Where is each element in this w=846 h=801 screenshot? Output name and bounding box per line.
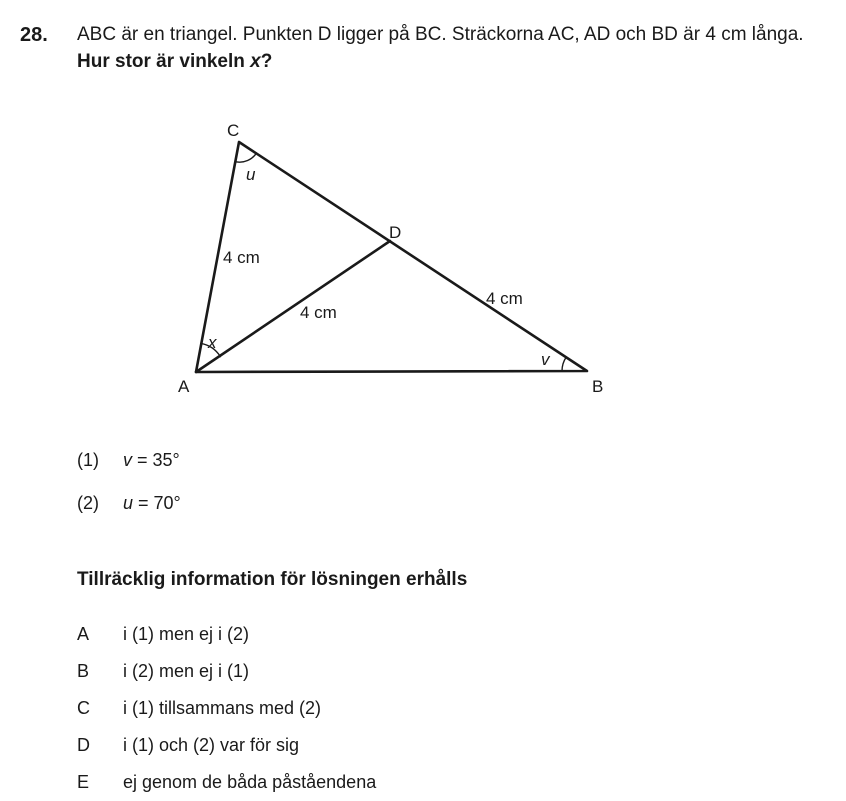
angle-label-v: v	[541, 350, 550, 369]
option-letter: E	[77, 772, 90, 792]
angle-arc-u	[236, 153, 257, 162]
question-text: ABC är en triangel. Punkten D ligger på BC. Sträckorna AC, AD och BD är 4 cm långa.	[77, 24, 804, 45]
angle-arc-v	[562, 357, 566, 371]
vertex-label-b: B	[592, 377, 604, 396]
option-text: i (1) men ej i (2)	[123, 624, 250, 644]
question-number: 28.	[20, 24, 48, 46]
statement-number: (2)	[77, 493, 99, 513]
option-letter: A	[77, 624, 90, 644]
angle-label-x: x	[208, 333, 217, 352]
prompt-suffix: ?	[260, 51, 273, 72]
statement-text	[123, 450, 180, 471]
option-text: i (1) tillsammans med (2)	[123, 698, 322, 718]
statement-value: = 70°	[133, 493, 181, 513]
statement-number: (1)	[77, 450, 99, 470]
sufficiency-heading: Tillräcklig information för lösningen erhålls	[77, 569, 468, 590]
segment-label-ac: 4 cm	[223, 248, 260, 267]
segment-label-ad: 4 cm	[300, 303, 337, 322]
option-letter: B	[77, 661, 90, 681]
prompt-prefix: Hur stor är vinkeln	[77, 51, 251, 72]
vertex-label-c: C	[227, 121, 240, 140]
angle-label-u: u	[246, 165, 256, 184]
vertex-label-a: A	[178, 377, 190, 396]
option-text: ej genom de båda påståendena	[123, 772, 377, 792]
option-text: i (2) men ej i (1)	[123, 661, 250, 681]
option-letter: C	[77, 698, 90, 718]
vertex-label-d: D	[389, 223, 402, 242]
statement-variable: u	[123, 493, 134, 513]
statement-variable: v	[123, 450, 132, 470]
statement-text	[123, 493, 181, 514]
statement-value: = 35°	[132, 450, 180, 470]
segment-label-bd: 4 cm	[486, 289, 523, 308]
option-text: i (1) och (2) var för sig	[123, 735, 300, 755]
option-letter: D	[77, 735, 90, 755]
prompt-variable: x	[250, 51, 261, 72]
